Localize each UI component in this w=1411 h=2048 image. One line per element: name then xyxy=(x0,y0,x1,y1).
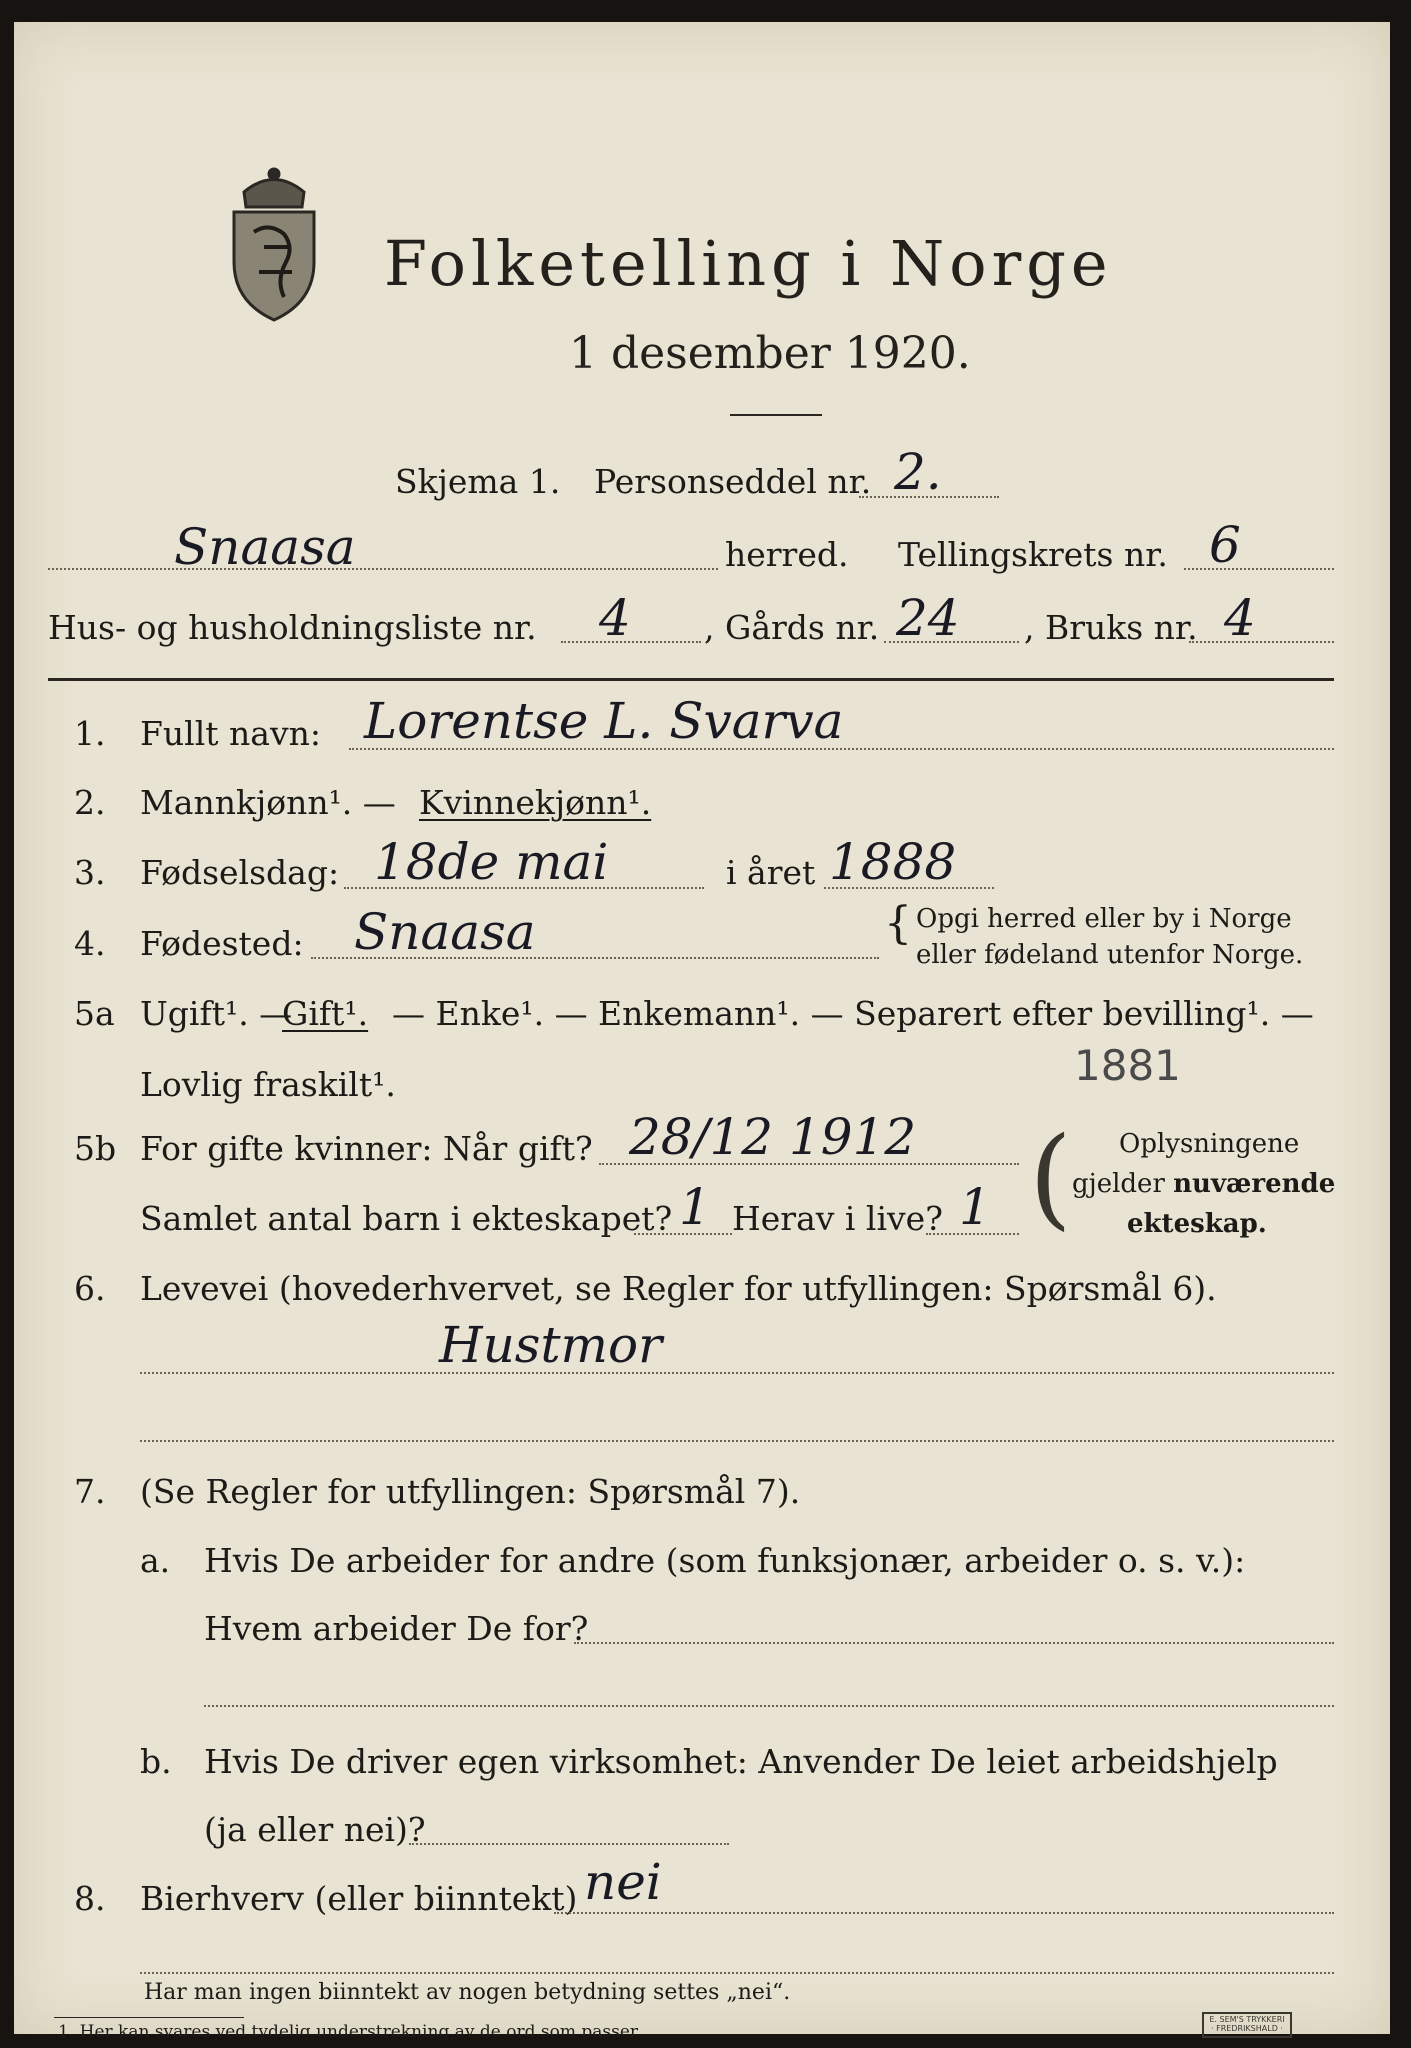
census-form-sheet: Folketelling i Norge 1 desember 1920. Skjema 1. Personseddel nr. 2. Snaasa herred. Tellingskrets nr. 6 Hus- og husholdningsliste nr. 4 , Gårds nr. 24 , Bruks nr. 4 1. Fullt navn: Lorentse L. Svarva 2. Mannkjønn¹. — Kvinnekjønn¹. 3. Fødselsdag: 18de mai i året 1888 4. Fødested: Snaasa { Opgi herred eller by i Norge eller fødeland utenfor Norge. 5a Ugift¹. — Gift¹. — Enke¹. — Enkemann¹. — Separert efter bevilling¹. — Lovlig fraskilt¹. 1881 5b For gifte kvinner: Når gift? 28/12 1912 Samlet antal barn i ekteskapet? 1 Herav i live? 1 ( Oplysningene gjelder nuværende ekteskap. 6. Levevei (hovederhvervet, se Regler for utfyllingen: Spørsmål 6). Hustmor 7. (Se Regler for utfyllingen: Spørsmål 7). a. Hvis De arbeider for andre (som funksjonær, arbeider o. s. v.): Hvem arbeider De for? b. Hvis De driver egen virksomhet: Anvender De leiet arbeidshjelp (ja eller nei)? 8. Bierhverv (eller biinntekt) nei Har man ingen biinntekt av nogen betydning settes „nei“. 1. Her kan svares ved tydelig understrekning av de ord som passer. E. SEM'S TRYKKERI · FREDRIKSHALD · xyxy=(14,22,1390,2034)
q2-mann-option[interactable]: Mannkjønn¹. — xyxy=(140,783,396,822)
personseddel-value[interactable]: 2. xyxy=(894,443,942,501)
q5b-label: For gifte kvinner: Når gift? xyxy=(140,1129,593,1168)
q8-number: 8. xyxy=(74,1879,106,1918)
q3-year-label: i året xyxy=(726,853,816,892)
tellingskrets-value[interactable]: 6 xyxy=(1209,516,1241,574)
birthday-value[interactable]: 18de mai xyxy=(374,833,609,891)
q4-label: Fødested: xyxy=(140,924,304,963)
herred-value[interactable]: Snaasa xyxy=(174,518,356,576)
tellingskrets-label: Tellingskrets nr. xyxy=(898,535,1168,574)
q5a-ugift-option[interactable]: Ugift¹. — xyxy=(140,994,293,1033)
q2-number: 2. xyxy=(74,783,106,822)
form-subtitle: 1 desember 1920. xyxy=(569,328,971,379)
norwegian-lion-coat-of-arms-icon xyxy=(214,162,334,322)
pencil-annotation: 1881 xyxy=(1074,1041,1181,1090)
children-alive-value[interactable]: 1 xyxy=(959,1178,991,1236)
q7-label: (Se Regler for utfyllingen: Spørsmål 7). xyxy=(140,1472,801,1511)
q5b-number: 5b xyxy=(74,1129,117,1168)
gards-value[interactable]: 24 xyxy=(896,589,960,647)
children-count-value[interactable]: 1 xyxy=(679,1178,711,1236)
q1-number: 1. xyxy=(74,714,106,753)
q7a-line2: Hvem arbeider De for? xyxy=(204,1609,589,1648)
q5a-number: 5a xyxy=(74,994,115,1033)
q4-number: 4. xyxy=(74,924,106,963)
title-divider xyxy=(730,414,822,416)
full-name-value[interactable]: Lorentse L. Svarva xyxy=(364,692,844,750)
form-title: Folketelling i Norge xyxy=(384,227,1113,300)
q5a-other-options[interactable]: — Enke¹. — Enkemann¹. — Separert efter bevilling¹. — xyxy=(392,994,1314,1033)
q7a-letter: a. xyxy=(140,1541,171,1580)
bruks-label: , Bruks nr. xyxy=(1024,608,1198,647)
marriage-date-value[interactable]: 28/12 1912 xyxy=(629,1108,917,1166)
bruks-value[interactable]: 4 xyxy=(1224,589,1256,647)
footnote: 1. Her kan svares ved tydelig understrekning av de ord som passer. xyxy=(58,2022,642,2042)
q7b-line1: Hvis De driver egen virksomhet: Anvender De leiet arbeidshjelp xyxy=(204,1742,1278,1781)
herred-label: herred. xyxy=(725,535,849,574)
occupation-value[interactable]: Hustmor xyxy=(439,1316,662,1374)
birth-year-value[interactable]: 1888 xyxy=(829,833,957,891)
q5a-gift-option-selected[interactable]: Gift¹. xyxy=(282,994,369,1033)
skjema-label: Skjema 1. xyxy=(395,462,561,501)
q7b-line2: (ja eller nei)? xyxy=(204,1810,426,1849)
side-income-value[interactable]: nei xyxy=(584,1853,662,1911)
q5b-live-label: Herav i live? xyxy=(732,1199,943,1238)
q6-label: Levevei (hovederhvervet, se Regler for utfyllingen: Spørsmål 6). xyxy=(140,1269,1217,1308)
gards-label: , Gårds nr. xyxy=(704,608,880,647)
q5b-note-line1: Oplysningene xyxy=(1119,1129,1300,1159)
employer-field[interactable] xyxy=(574,1642,1334,1644)
q7-number: 7. xyxy=(74,1472,106,1511)
q7a-line1: Hvis De arbeider for andre (som funksjonær, arbeider o. s. v.): xyxy=(204,1541,1246,1580)
q4-note-line2: eller fødeland utenfor Norge. xyxy=(916,940,1304,970)
hus-value[interactable]: 4 xyxy=(599,589,631,647)
q6-number: 6. xyxy=(74,1269,106,1308)
hus-label: Hus- og husholdningsliste nr. xyxy=(48,608,537,647)
q1-label: Fullt navn: xyxy=(140,714,321,753)
footer-note: Har man ingen biinntekt av nogen betydning settes „nei“. xyxy=(144,1980,791,2005)
q5a-fraskilt-option[interactable]: Lovlig fraskilt¹. xyxy=(140,1065,396,1104)
personseddel-label: Personseddel nr. xyxy=(594,462,872,501)
q3-label: Fødselsdag: xyxy=(140,853,340,892)
q4-note-line1: Opgi herred eller by i Norge xyxy=(916,904,1292,934)
q2-kvinne-option-selected[interactable]: Kvinnekjønn¹. xyxy=(419,783,652,822)
header-separator xyxy=(48,678,1334,681)
q5b-note-line2: gjelder nuværende xyxy=(1072,1169,1336,1199)
hired-help-field[interactable] xyxy=(409,1843,729,1845)
printer-stamp: E. SEM'S TRYKKERI · FREDRIKSHALD · xyxy=(1202,2012,1292,2038)
q5b-note-line3: ekteskap. xyxy=(1127,1209,1267,1239)
q5b-barn-label: Samlet antal barn i ekteskapet? xyxy=(140,1199,673,1238)
q8-label: Bierhverv (eller biinntekt) xyxy=(140,1879,578,1918)
q7b-letter: b. xyxy=(140,1742,172,1781)
q3-number: 3. xyxy=(74,853,106,892)
birthplace-value[interactable]: Snaasa xyxy=(354,903,536,961)
